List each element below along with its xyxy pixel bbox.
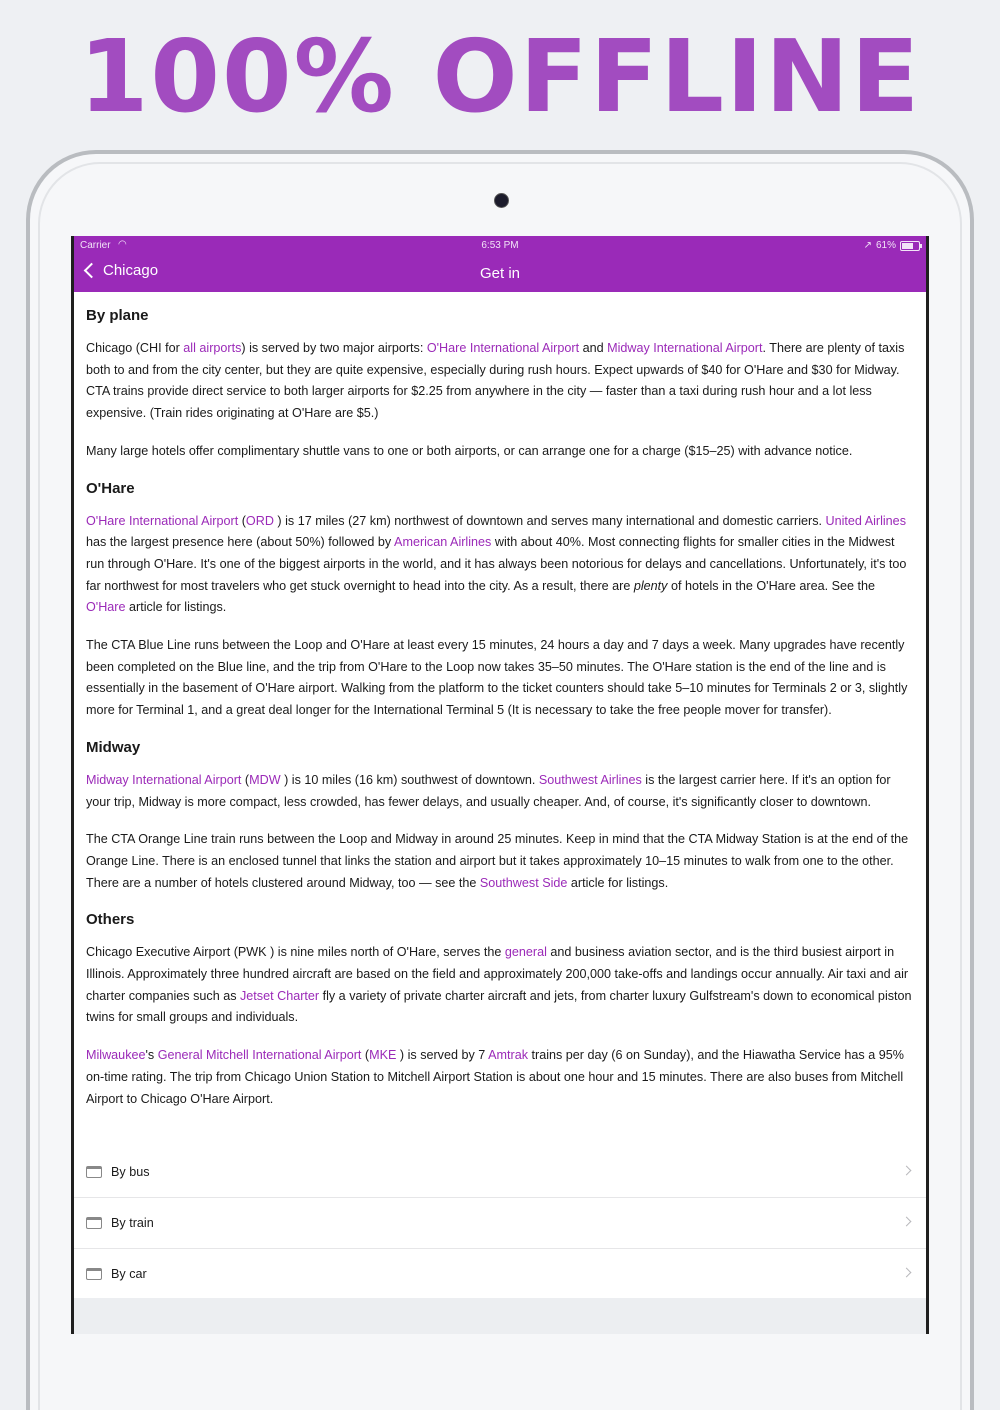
text-run: and business aviation sector, and is the third busiest airport in Illinois. Approximately three hundred aircraft are based on the field and approximately 200,000 take-offs and landings occur annually. Air taxi and air charter companies such as xyxy=(86,945,909,1003)
row-label: By train xyxy=(111,1216,154,1230)
article-link[interactable]: all airports xyxy=(183,341,242,355)
article-link[interactable]: Jetset Charter xyxy=(240,988,320,1003)
paragraph xyxy=(86,942,914,1029)
paragraph xyxy=(86,511,914,620)
status-right xyxy=(864,240,920,251)
text-run: ( xyxy=(361,1048,370,1063)
status-bar xyxy=(74,236,926,256)
text-run: Chicago (CHI for xyxy=(86,341,184,355)
text-run: is the largest carrier here. If it's an option for your trip, Midway is more compact, less crowded, has fewer delays, and usually cheaper. And, of course, it's significantly closer to downtown. xyxy=(86,772,891,809)
status-time: 6:53 PM xyxy=(481,240,519,251)
text-run: 's xyxy=(145,1048,158,1063)
section-heading-others: Others xyxy=(86,911,135,929)
text-run: has the largest presence here (about 50%) followed by xyxy=(86,535,395,550)
text-run: ( xyxy=(241,772,250,787)
section-heading-plane: By plane xyxy=(86,307,149,324)
text-run: . There are plenty of taxis both to and from the city center, but they are quite expensive, especially during rush hours. Expect upwards of $40 for O'Hare and $30 for Midway. CTA trains provide direct service to both larger airports for $2.25 from anywhere in the city — faster than a taxi during rush hour and a lot less expensive. (Train rides originating at O'Hare are $5.) xyxy=(86,341,905,421)
suitcase-icon xyxy=(86,1217,102,1229)
chevron-right-icon xyxy=(902,1268,912,1278)
article-link[interactable]: MKE xyxy=(369,1048,397,1063)
text-run: trains per day (6 on Sunday), and the Hiawatha Service has a 95% on-time rating. The trip from Chicago Union Station to Mitchell Airport Station is about one hour and 15 minutes. There are also buses from Mitchell Airport to Chicago O'Hare Airport. xyxy=(86,1048,904,1106)
article-link[interactable]: Milwaukee xyxy=(86,1048,146,1063)
promo-headline: 100% OFFLINE xyxy=(78,18,922,135)
text-run: plenty xyxy=(633,578,668,593)
text-run: and xyxy=(579,341,608,355)
article-link[interactable]: ORD xyxy=(245,513,274,528)
text-run: ) is served by 7 xyxy=(396,1048,489,1063)
subsection-list xyxy=(74,1147,926,1300)
location-arrow-icon: ↗ xyxy=(863,240,872,251)
article-link[interactable]: Southwest Airlines xyxy=(538,772,642,787)
paragraph xyxy=(86,338,914,425)
text-run: Chicago Executive Airport (PWK ) is nine miles north of O'Hare, serves the xyxy=(86,945,505,960)
text-run: ( xyxy=(238,513,246,528)
article-link[interactable]: general xyxy=(504,945,547,960)
tablet-screen xyxy=(71,236,929,1334)
carrier-label: Carrier xyxy=(80,240,111,251)
text-run: with about 40%. Most connecting flights for smaller cities in the Midwest run through O'Hare. It's one of the biggest airports in the world, and it has always been notorious for delays and cancellations. Unfortunately, it's too far northwest for most travelers who get stuck overnight to head into the city. As a result, there are xyxy=(86,535,907,593)
paragraph xyxy=(86,1045,914,1110)
article-link[interactable]: American Airlines xyxy=(394,535,492,550)
suitcase-icon xyxy=(86,1166,102,1178)
paragraph xyxy=(86,441,914,463)
text-run: of hotels in the O'Hare area. See the xyxy=(667,578,875,593)
text-run: The CTA Orange Line train runs between the Loop and Midway in around 25 minutes. Keep in mind that the CTA Midway Station is at the end of the Orange Line. There is an enclosed tunnel that links the station and airport but it takes approximately 10–15 minutes to walk from one to the other. There are a number of hotels clustered around Midway, too — see the xyxy=(86,832,909,890)
row-label: By car xyxy=(111,1267,147,1281)
camera-icon xyxy=(494,193,509,208)
article-link[interactable]: United Airlines xyxy=(825,513,906,528)
text-run: The CTA Blue Line runs between the Loop and O'Hare at least every 15 minutes, 24 hours a day and 7 days a week. Many upgrades have recently been completed on the Blue line, and the trip from O'Hare to the Loop now takes 35–50 minutes. The O'Hare station is the end of the line and is essentially in the basement of O'Hare airport. Walking from the platform to the ticket counters should take 5–10 minutes for Terminals 2 or 3, slightly more for Terminal 1, and a great deal longer for the International Terminal 5 (It is necessary to take the free people mover for transfer). xyxy=(86,638,908,718)
row-label: By bus xyxy=(111,1165,150,1179)
text-run: ) is served by two major airports: xyxy=(241,341,427,355)
row-by-train[interactable] xyxy=(74,1198,926,1249)
list-footer xyxy=(74,1298,926,1334)
app-screen xyxy=(74,236,926,1334)
row-by-car[interactable] xyxy=(74,1249,926,1300)
chevron-right-icon xyxy=(902,1166,912,1176)
text-run: ) is 17 miles (27 km) northwest of downtown and serves many international and domestic carriers. xyxy=(273,513,826,528)
text-run: article for listings. xyxy=(125,600,227,615)
nav-title: Get in xyxy=(479,265,521,282)
battery-percent: 61% xyxy=(875,240,896,251)
suitcase-icon xyxy=(86,1268,102,1280)
article-link[interactable]: Midway International Airport xyxy=(86,772,242,787)
paragraph xyxy=(86,829,914,894)
article-link[interactable]: General Mitchell International Airport xyxy=(157,1048,362,1063)
chevron-right-icon xyxy=(902,1217,912,1227)
article-link[interactable]: Amtrak xyxy=(488,1048,528,1063)
section-heading-midway: Midway xyxy=(86,738,141,756)
text-run: article for listings. xyxy=(567,875,669,890)
paragraph xyxy=(86,635,914,722)
text-run: ) is 10 miles (16 km) southwest of downtown. xyxy=(280,772,539,787)
article-link[interactable]: Midway International Airport xyxy=(607,341,763,355)
article-content xyxy=(86,292,914,1126)
navigation-bar xyxy=(74,256,926,292)
battery-icon xyxy=(900,241,920,251)
text-run: fly a variety of private charter aircraft and jets, from charter luxury Gulfstream's down to economical piston twins for small groups and individuals. xyxy=(86,988,912,1025)
text-run: Many large hotels offer complimentary shuttle vans to one or both airports, or can arrange one for a charge ($15–25) with advance notice. xyxy=(86,443,853,458)
article-link[interactable]: O'Hare International Airport xyxy=(86,513,239,528)
back-label: Chicago xyxy=(103,262,159,279)
article-link[interactable]: MDW xyxy=(249,772,281,787)
paragraph xyxy=(86,770,914,813)
section-heading-ohare: O'Hare xyxy=(86,479,135,497)
article-link[interactable]: Southwest Side xyxy=(479,875,568,890)
article-link[interactable]: O'Hare xyxy=(86,600,126,615)
row-by-bus[interactable] xyxy=(74,1147,926,1198)
article-link[interactable]: O'Hare International Airport xyxy=(426,341,580,355)
wifi-icon: ◠ xyxy=(118,239,127,250)
